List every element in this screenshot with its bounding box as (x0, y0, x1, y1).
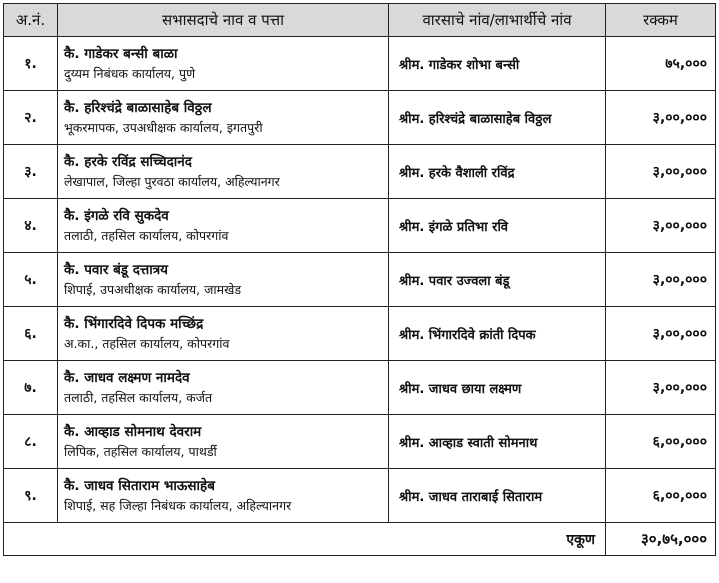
row-amount: ३,००,००० (606, 307, 716, 361)
row-serial: ९. (4, 469, 58, 523)
row-amount: ६,००,००० (606, 469, 716, 523)
heir-name: श्रीम. पवार उज्वला बंडू (389, 253, 606, 307)
total-amount: ३०,७५,००० (606, 523, 716, 556)
row-serial: १. (4, 37, 58, 91)
heir-name: श्रीम. हरिश्चंद्रे बाळासाहेब विठ्ठल (389, 91, 606, 145)
member-name: कै. आव्हाड सोमनाथ देवराम (64, 424, 202, 440)
heir-name: श्रीम. हरके वैशाली रविंद्र (389, 145, 606, 199)
member-address: लेखापाल, जिल्हा पुरवठा कार्यालय, अहिल्यानगर (64, 174, 280, 189)
row-serial: २. (4, 91, 58, 145)
member-name: कै. गाडेकर बन्सी बाळा (64, 46, 178, 62)
heir-name: श्रीम. जाधव ताराबाई सिताराम (389, 469, 606, 523)
member-name: कै. हरके रविंद्र सच्चिदानंद (64, 154, 192, 170)
member-address: तलाठी, तहसिल कार्यालय, कोपरगांव (64, 228, 229, 243)
table-row (4, 469, 716, 523)
member-cell (58, 469, 389, 523)
member-cell (58, 145, 389, 199)
row-serial: ६. (4, 307, 58, 361)
row-amount: ६,००,००० (606, 415, 716, 469)
table-row (4, 361, 716, 415)
beneficiary-table-container (3, 3, 715, 579)
row-amount: ३,००,००० (606, 361, 716, 415)
row-amount: ७५,००० (606, 37, 716, 91)
member-cell (58, 37, 389, 91)
member-cell (58, 307, 389, 361)
table-row (4, 415, 716, 469)
member-address: दुय्यम निबंधक कार्यालय, पुणे (64, 66, 196, 81)
member-address: अ.का., तहसिल कार्यालय, कोपरगांव (64, 336, 230, 351)
row-serial: ३. (4, 145, 58, 199)
row-amount: ३,००,००० (606, 145, 716, 199)
header-heir: वारसाचे नांव/लाभार्थीचे नांव (389, 4, 606, 37)
header-serial: अ.नं. (4, 4, 58, 37)
row-serial: ५. (4, 253, 58, 307)
row-amount: ३,००,००० (606, 91, 716, 145)
member-cell (58, 199, 389, 253)
row-amount: ३,००,००० (606, 253, 716, 307)
heir-name: श्रीम. भिंगारदिवे क्रांती दिपक (389, 307, 606, 361)
heir-name: श्रीम. इंगळे प्रतिभा रवि (389, 199, 606, 253)
header-amount: रक्कम (606, 4, 716, 37)
member-name: कै. इंगळे रवि सुकदेव (64, 208, 169, 224)
beneficiary-table (3, 3, 716, 556)
table-row (4, 199, 716, 253)
table-row (4, 253, 716, 307)
member-name: कै. भिंगारदिवे दिपक मच्छिंद्र (64, 316, 204, 332)
row-serial: ७. (4, 361, 58, 415)
total-label: एकूण (4, 523, 606, 556)
member-cell (58, 91, 389, 145)
member-name: कै. जाधव सिताराम भाऊसाहेब (64, 478, 215, 494)
heir-name: श्रीम. गाडेकर शोभा बन्सी (389, 37, 606, 91)
table-row (4, 145, 716, 199)
table-row (4, 307, 716, 361)
member-name: कै. पवार बंडू दत्तात्रय (64, 262, 168, 278)
row-amount: ३,००,००० (606, 199, 716, 253)
member-name: कै. हरिश्चंद्रे बाळासाहेब विठ्ठल (64, 100, 212, 116)
heir-name: श्रीम. जाधव छाया लक्ष्मण (389, 361, 606, 415)
table-row (4, 91, 716, 145)
member-address: तलाठी, तहसिल कार्यालय, कर्जत (64, 390, 213, 405)
header-row (4, 4, 716, 37)
total-row (4, 523, 716, 556)
member-address: शिपाई, उपअधीक्षक कार्यालय, जामखेड (64, 282, 242, 297)
heir-name: श्रीम. आव्हाड स्वाती सोमनाथ (389, 415, 606, 469)
row-serial: ४. (4, 199, 58, 253)
member-address: लिपिक, तहसिल कार्यालय, पाथर्डी (64, 444, 217, 459)
member-cell (58, 361, 389, 415)
row-serial: ८. (4, 415, 58, 469)
member-cell (58, 253, 389, 307)
header-member: सभासदाचे नाव व पत्ता (58, 4, 389, 37)
member-address: शिपाई, सह जिल्हा निबंधक कार्यालय, अहिल्यानगर (64, 498, 292, 513)
member-address: भूकरमापक, उपअधीक्षक कार्यालय, इगतपुरी (64, 120, 263, 135)
member-name: कै. जाधव लक्ष्मण नामदेव (64, 370, 190, 386)
member-cell (58, 415, 389, 469)
table-row (4, 37, 716, 91)
